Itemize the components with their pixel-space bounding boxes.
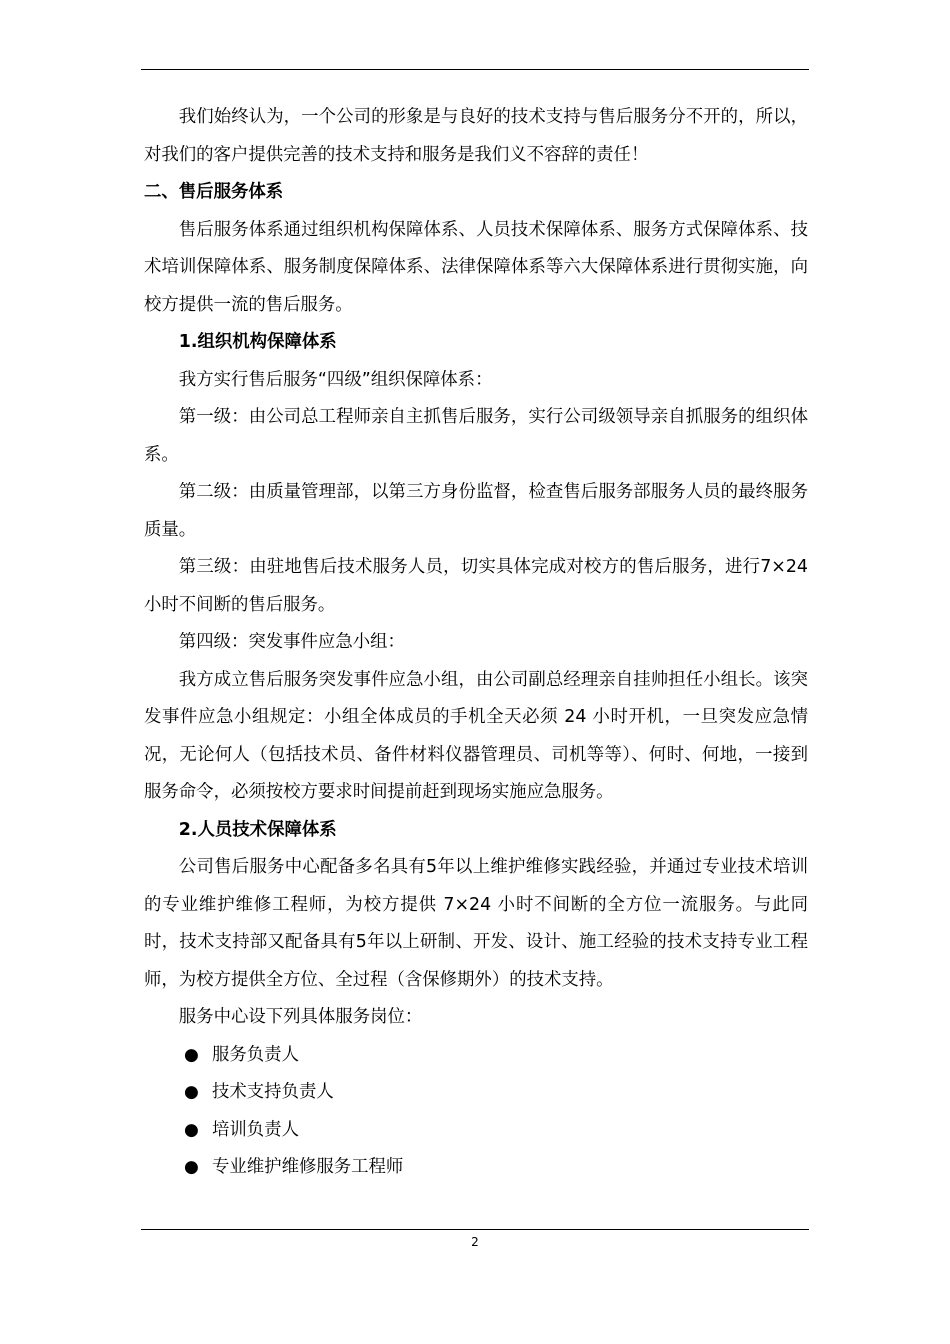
footer-rule	[141, 1229, 809, 1230]
level-three-paragraph: 第三级：由驻地售后技术服务人员，切实具体完成对校方的售后服务，进行7×24 小时不间断的售后服务。	[144, 557, 808, 615]
personnel-paragraph: 公司售后服务中心配备多名具有5年以上维护维修实践经验，并通过专业技术培训的专业维护维修工程师，为校方提供 7×24 小时不间断的全方位一流服务。与此同时，技术支持部又配备具有5年以上研制、开发、设计、施工经验的技术支持专业工程师，为校方提供全方位、全过程（含保修期外）的技术支持。	[144, 857, 808, 990]
level-two-paragraph: 第二级：由质量管理部，以第三方身份监督，检查售后服务部服务人员的最终服务质量。	[144, 482, 808, 540]
section-heading-after-sales-system: 二、售后服务体系	[144, 182, 284, 202]
level-four-paragraph: 第四级：突发事件应急小组：	[178, 632, 405, 652]
bullet-icon: ●	[184, 1157, 199, 1177]
intro-paragraph: 我们始终认为，一个公司的形象是与良好的技术支持与售后服务分不开的，所以，对我们的客户提供完善的技术支持和服务是我们义不容辞的责任！	[144, 107, 808, 165]
bullet-icon: ●	[184, 1082, 199, 1102]
section-intro-paragraph: 售后服务体系通过组织机构保障体系、人员技术保障体系、服务方式保障体系、技术培训保障体系、服务制度保障体系、法律保障体系等六大保障体系进行贯彻实施，向校方提供一流的售后服务。	[144, 219, 808, 315]
bullet-icon: ●	[184, 1044, 199, 1065]
level-one-paragraph: 第一级：由公司总工程师亲自主抓售后服务，实行公司级领导亲自抓服务的组织体系。	[144, 407, 808, 465]
header-rule	[141, 69, 809, 70]
subsection-heading-personnel: 2.人员技术保障体系	[178, 819, 337, 840]
list-item-text: 服务负责人	[212, 1044, 299, 1065]
list-item	[144, 1074, 808, 1112]
subsection-heading-organization: 1.组织机构保障体系	[178, 332, 337, 352]
list-item-text: 专业维护维修服务工程师	[212, 1157, 404, 1177]
list-item-text: 培训负责人	[212, 1119, 299, 1140]
list-item	[144, 1112, 808, 1150]
list-item-text: 技术支持负责人	[212, 1082, 334, 1102]
four-level-intro: 我方实行售后服务“四级”组织保障体系：	[178, 369, 493, 390]
page-number: 2	[471, 1235, 479, 1249]
bullet-icon: ●	[184, 1119, 199, 1140]
list-item	[144, 1149, 808, 1187]
positions-intro: 服务中心设下列具体服务岗位：	[178, 1007, 423, 1027]
emergency-team-paragraph: 我方成立售后服务突发事件应急小组，由公司副总经理亲自挂帅担任小组长。该突发事件应急小组规定：小组全体成员的手机全天必须 24 小时开机，一旦突发应急情况，无论何人（包括技术员、备件材料仪器管理员、司机等等）、何时、何地，一接到服务命令，必须按校方要求时间提前赶到现场实施应急服务。	[144, 669, 808, 802]
list-item	[144, 1037, 808, 1075]
document-body	[144, 99, 808, 1187]
